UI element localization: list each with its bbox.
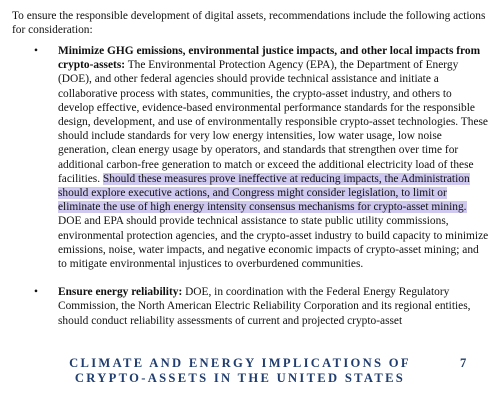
footer-title-line-2: CRYPTO-ASSETS IN THE UNITED STATES: [74, 371, 406, 385]
bullet-paragraph: [58, 285, 490, 328]
page-footer: [40, 356, 440, 386]
bullet-lead: Ensure energy reliability:: [58, 286, 183, 299]
list-item: [0, 44, 501, 271]
recommendations-list: [0, 44, 501, 328]
intro-paragraph: To ensure the responsible development of digital assets, recommendations include the following actions for consideration:: [12, 10, 486, 37]
highlighted-text: Should these measures prove ineffective at reducing impacts, the Administration should explore executive actions, and Congress might consider legislation, to limit or eliminate the use of high energy intensity consensus mechanisms for crypto-asset mining.: [58, 172, 470, 214]
page-number: 7: [460, 356, 467, 370]
bullet-lead: Minimize GHG emissions, environmental justice impacts, and other local impacts from crypto-assets:: [58, 45, 481, 72]
bullet-body-end: DOE and EPA should provide technical assistance to state public utility commissions, environmental protection agencies, and the crypto-asset industry to build capacity to minimize emissions, noise, water impacts, and negative economic impacts of crypto-asset mining; and to mitigate environmental injustices to overburdened communities.: [58, 215, 489, 271]
footer-title-line-1: CLIMATE AND ENERGY IMPLICATIONS OF: [69, 356, 411, 370]
bullet-icon: •: [34, 45, 38, 57]
bullet-paragraph: [58, 44, 490, 271]
list-item: [0, 285, 501, 328]
bullet-icon: •: [34, 286, 38, 299]
bullet-body: DOE, in coordination with the Federal Energy Regulatory Commission, the North American Electric Reliability Corporation and its regional entities, should conduct reliability assessments of current and projected crypto-asset: [58, 286, 471, 327]
bullet-body-start: The Environmental Protection Agency (EPA), the Department of Energy (DOE), and other federal agencies should provide technical assistance and initiate a collaborative process with states, communities, the crypto-asset industry, and others to develop effective, evidence-based environmental performance standards for the responsible design, development, and use of environmentally responsible crypto-asset technologies. These should include standards for very low energy intensities, low water usage, low noise generation, clean energy usage by operators, and standards that strengthen over time for additional carbon-free generation to match or exceed the additional electricity load of these facilities.: [58, 59, 488, 185]
